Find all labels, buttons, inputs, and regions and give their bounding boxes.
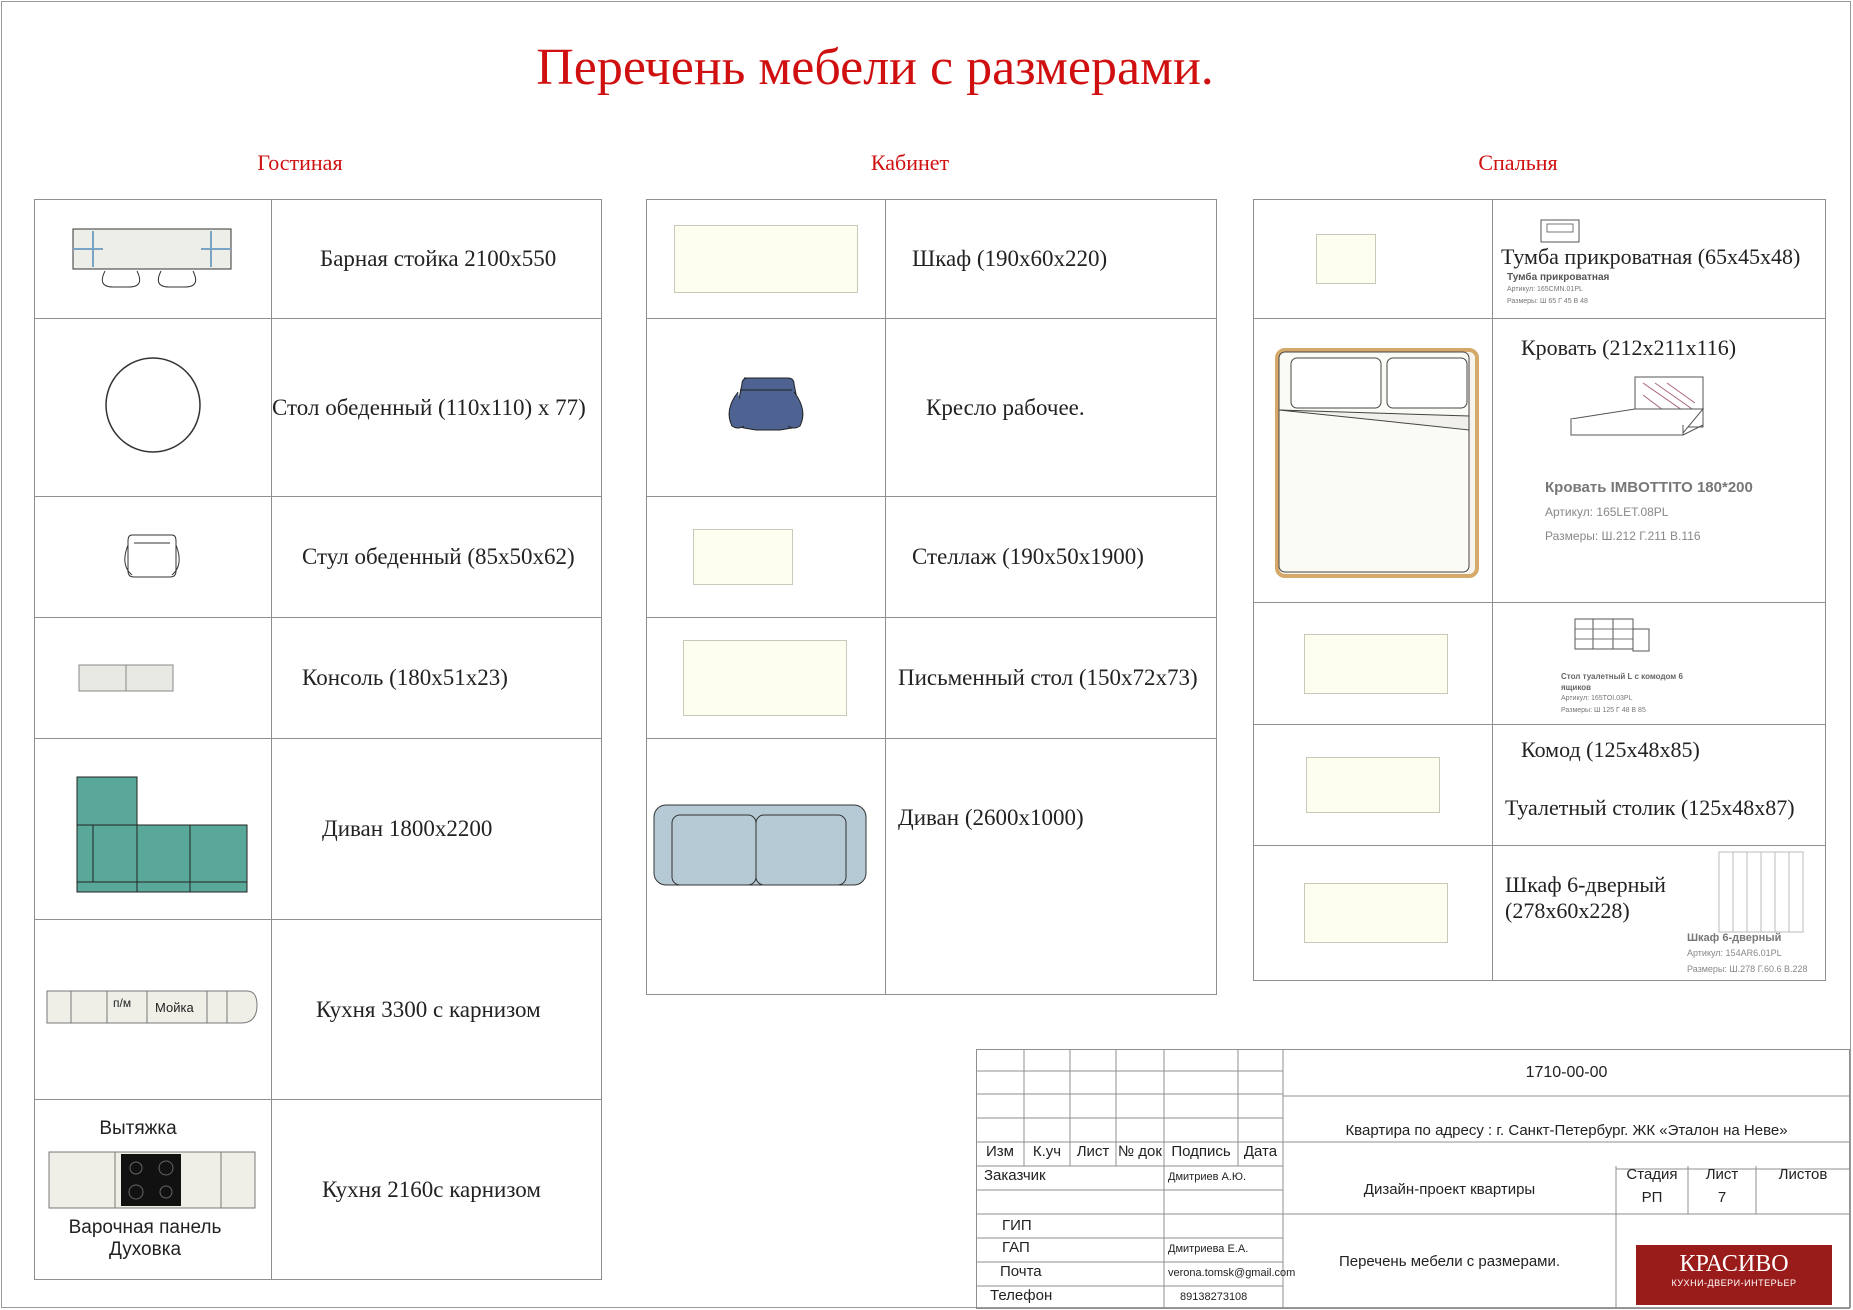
living-item-label: Консоль (180x51x23) xyxy=(272,618,602,739)
header-signature: Подпись xyxy=(1171,1143,1231,1160)
customer-name: Дмитриев А.Ю. xyxy=(1168,1171,1247,1183)
nightstand-size: Размеры: Ш 65 Г 45 В 48 xyxy=(1507,298,1588,305)
study-item-label: Диван (2600x1000) xyxy=(886,739,1217,995)
page-title: Перечень мебели с размерами. xyxy=(536,39,1214,96)
role-customer: Заказчик xyxy=(984,1167,1046,1184)
phone-value: 89138273108 xyxy=(1180,1291,1248,1303)
address: Квартира по адресу : г. Санкт-Петербург. ЖК «Эталон на Неве» xyxy=(1345,1122,1788,1139)
stage-value: РП xyxy=(1641,1189,1663,1206)
living-item-label: Стол обеденный (110x110) x 77) xyxy=(272,319,602,497)
nightstand-article: Артикул: 165CMN.01PL xyxy=(1507,286,1583,293)
dining-chair-drawing xyxy=(35,497,272,618)
bed-label: Кровать (212x211x116) xyxy=(1521,335,1737,360)
company-logo xyxy=(1636,1245,1832,1305)
wardrobe-size: Размеры: Ш.278 Г.60.6 В.228 xyxy=(1687,964,1808,974)
living-item-label: Кухня 2160с карнизом xyxy=(272,1100,602,1280)
nightstand-caption: Тумба прикроватная xyxy=(1507,272,1610,283)
drawing-code: 1710-00-00 xyxy=(1525,1064,1608,1081)
living-item-label: Барная стойка 2100x550 xyxy=(272,200,602,319)
study-table xyxy=(646,199,1217,995)
header-date: Дата xyxy=(1243,1143,1278,1160)
study-item-label: Кресло рабочее. xyxy=(886,319,1217,497)
table-row xyxy=(35,200,602,319)
vanity-size: Размеры: Ш 125 Г 48 В 85 xyxy=(1561,707,1646,714)
table-row xyxy=(35,1100,602,1280)
desk-drawing xyxy=(647,618,886,739)
nightstand-drawing xyxy=(1254,200,1493,319)
wardrobe-cell xyxy=(1493,846,1826,981)
nightstand-cell xyxy=(1493,200,1826,319)
office-chair-drawing xyxy=(647,319,886,497)
living-item-label: Кухня 3300 с карнизом xyxy=(272,920,602,1100)
hob-label: Варочная панель xyxy=(68,1217,222,1238)
header-kuch: К.уч xyxy=(1032,1143,1062,1160)
wardrobe-label-2: (278x60x228) xyxy=(1505,898,1630,923)
role-gip: ГИП xyxy=(1002,1217,1032,1234)
shelving-drawing xyxy=(647,497,886,618)
kitchen-sink-label: Мойка xyxy=(155,1000,194,1015)
table-row xyxy=(647,739,1217,995)
study-item-label: Шкаф (190x60x220) xyxy=(886,200,1217,319)
room-heading-bedroom: Спальня xyxy=(1478,150,1558,175)
dining-table-drawing xyxy=(35,319,272,497)
vanity-caption: Стол туалетный L с комодом 6 ящиков xyxy=(1561,672,1683,692)
sheet-number: 7 xyxy=(1717,1189,1727,1206)
room-heading-study: Кабинет xyxy=(870,150,950,175)
table-row xyxy=(1254,319,1826,603)
corner-sofa-drawing xyxy=(35,739,272,920)
room-heading-living: Гостиная xyxy=(257,150,343,175)
bed-caption: Кровать IMBOTTITO 180*200 xyxy=(1545,479,1753,496)
role-gap: ГАП xyxy=(1002,1239,1030,1256)
table-row xyxy=(35,920,602,1100)
living-item-label: Диван 1800x2200 xyxy=(272,739,602,920)
table-row xyxy=(647,200,1217,319)
study-wardrobe-drawing xyxy=(647,200,886,319)
wardrobe-drawing xyxy=(1254,846,1493,981)
dresser-drawing xyxy=(1254,725,1493,846)
vanity-article: Артикул: 165TOI.03PL xyxy=(1561,695,1633,702)
stage-label: Стадия xyxy=(1626,1166,1678,1183)
header-doc: № док xyxy=(1118,1143,1162,1160)
kitchen-2160-drawing xyxy=(35,1100,272,1280)
sheets-label: Листов xyxy=(1778,1166,1828,1183)
table-row xyxy=(647,319,1217,497)
oven-label: Духовка xyxy=(108,1239,182,1260)
living-item-label: Стул обеденный (85x50x62) xyxy=(272,497,602,618)
gap-name: Дмитриева Е.А. xyxy=(1168,1243,1249,1255)
table-row xyxy=(1254,846,1826,981)
email-value: verona.tomsk@gmail.com xyxy=(1168,1267,1296,1279)
hood-label: Вытяжка xyxy=(99,1118,177,1139)
dresser-cell xyxy=(1493,725,1826,846)
table-row xyxy=(647,618,1217,739)
bedroom-table xyxy=(1253,199,1826,981)
project-name: Дизайн-проект квартиры xyxy=(1363,1181,1536,1198)
console-drawing xyxy=(35,618,272,739)
kitchen-3300-drawing xyxy=(35,920,272,1100)
bed-article: Артикул: 165LET.08PL xyxy=(1545,505,1669,519)
logo-sub-text: КУХНИ-ДВЕРИ-ИНТЕРЬЕР xyxy=(1671,1278,1797,1288)
dressing-table-label: Туалетный столик (125x48x87) xyxy=(1505,795,1795,820)
bed-cell xyxy=(1493,319,1826,603)
header-izm: Изм xyxy=(986,1143,1014,1160)
table-row xyxy=(1254,603,1826,725)
dresser-label: Комод (125x48x85) xyxy=(1521,737,1700,762)
table-row xyxy=(35,618,602,739)
table-row xyxy=(35,497,602,618)
wardrobe-caption: Шкаф 6-дверный xyxy=(1687,932,1782,944)
living-table xyxy=(34,199,602,1280)
study-item-label: Письменный стол (150x72x73) xyxy=(886,618,1217,739)
sheet-label: Лист xyxy=(1705,1166,1739,1183)
bed-size: Размеры: Ш.212 Г.211 В.116 xyxy=(1545,529,1701,543)
logo-main-text: КРАСИВО xyxy=(1679,1251,1789,1277)
role-phone: Телефон xyxy=(990,1287,1053,1304)
table-row xyxy=(1254,200,1826,319)
study-item-label: Стеллаж (190x50x1900) xyxy=(886,497,1217,618)
table-row xyxy=(1254,725,1826,846)
table-row xyxy=(647,497,1217,618)
bar-counter-drawing xyxy=(35,200,272,319)
kitchen-pm-label: п/м xyxy=(113,996,132,1010)
wardrobe-label-1: Шкаф 6-дверный xyxy=(1505,872,1666,897)
sheet-title: Перечень мебели с размерами. xyxy=(1338,1253,1561,1270)
table-row xyxy=(35,319,602,497)
study-sofa-drawing xyxy=(647,739,886,995)
title-block xyxy=(976,1049,1850,1309)
vanity-cell xyxy=(1493,603,1826,725)
bed-drawing xyxy=(1254,319,1493,603)
header-list: Лист xyxy=(1076,1143,1110,1160)
nightstand-label: Тумба прикроватная (65x45x48) xyxy=(1501,244,1801,269)
wardrobe-article: Артикул: 154AR6.01PL xyxy=(1687,948,1782,958)
role-email: Почта xyxy=(1000,1263,1042,1280)
table-row xyxy=(35,739,602,920)
vanity-drawing xyxy=(1254,603,1493,725)
